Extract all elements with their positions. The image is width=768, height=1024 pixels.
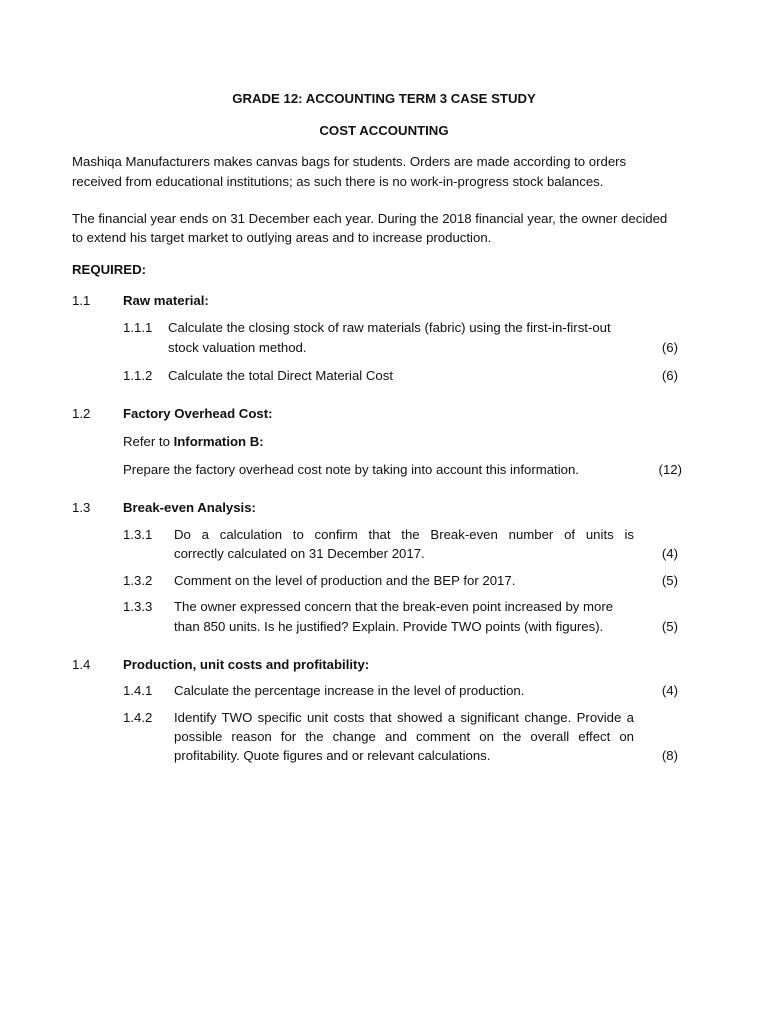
question-number-1-2: 1.2 xyxy=(72,406,91,421)
question-text-1-4-2-line-1: Identify TWO specific unit costs that showed a significant change. Provide a xyxy=(174,710,634,725)
question-text-1-3-3-line-1: The owner expressed concern that the break-even point increased by more xyxy=(174,599,614,614)
marks-1-1-2: (6) xyxy=(661,368,678,383)
question-number-1-3-2: 1.3.2 xyxy=(123,573,153,588)
marks-1-1-1: (6) xyxy=(661,340,678,355)
question-text-1-2: Prepare the factory overhead cost note by taking into account this information. xyxy=(123,462,579,477)
intro-paragraph-1-line-1: Mashiqa Manufacturers makes canvas bags for students. Orders are made according to orders xyxy=(72,154,627,169)
question-heading-1-3: Break-even Analysis: xyxy=(123,500,256,515)
question-number-1-3-1: 1.3.1 xyxy=(123,527,153,542)
question-number-1-3-3: 1.3.3 xyxy=(123,599,153,614)
marks-1-4-1: (4) xyxy=(661,683,678,698)
marks-1-2: (12) xyxy=(658,462,682,477)
document-subtitle: COST ACCOUNTING xyxy=(319,123,449,138)
question-heading-1-4: Production, unit costs and profitability: xyxy=(123,657,370,672)
question-number-1-1: 1.1 xyxy=(72,293,91,308)
document-title: GRADE 12: ACCOUNTING TERM 3 CASE STUDY xyxy=(232,91,536,106)
marks-1-4-2: (8) xyxy=(661,748,678,763)
question-number-1-4-2: 1.4.2 xyxy=(123,710,153,725)
marks-1-3-3: (5) xyxy=(661,619,678,634)
question-text-1-1-1-line-2: stock valuation method. xyxy=(168,340,307,355)
question-text-1-4-2-line-3: profitability. Quote figures and or relevant calculations. xyxy=(174,748,491,763)
question-text-1-4-1: Calculate the percentage increase in the level of production. xyxy=(174,683,525,698)
question-number-1-3: 1.3 xyxy=(72,500,91,515)
question-text-1-1-2: Calculate the total Direct Material Cost xyxy=(168,368,394,383)
marks-1-3-1: (4) xyxy=(661,546,678,561)
question-text-1-4-2-line-2: possible reason for the change and comment on the overall effect on xyxy=(174,729,634,744)
question-text-1-3-1-line-2: correctly calculated on 31 December 2017. xyxy=(174,546,425,561)
marks-1-3-2: (5) xyxy=(661,573,678,588)
question-number-1-4-1: 1.4.1 xyxy=(123,683,153,698)
refer-prefix: Refer to xyxy=(123,434,174,449)
question-number-1-1-1: 1.1.1 xyxy=(123,320,153,335)
question-heading-1-1: Raw material: xyxy=(123,293,209,308)
question-text-1-1-1-line-1: Calculate the closing stock of raw materials (fabric) using the first-in-first-out xyxy=(168,320,611,335)
refer-information-b: Information B: xyxy=(173,434,264,449)
intro-paragraph-1-line-2: received from educational institutions; as such there is no work-in-progress stock balances. xyxy=(72,174,604,189)
refer-line-1-2 xyxy=(123,432,264,452)
question-text-1-3-2: Comment on the level of production and the BEP for 2017. xyxy=(174,573,516,588)
intro-paragraph-2-line-2: to extend his target market to outlying areas and to increase production. xyxy=(72,230,492,245)
question-number-1-1-2: 1.1.2 xyxy=(123,368,153,383)
question-text-1-3-3-line-2: than 850 units. Is he justified? Explain. Provide TWO points (with figures). xyxy=(174,619,604,634)
question-heading-1-2: Factory Overhead Cost: xyxy=(123,406,273,421)
question-text-1-3-1-line-1: Do a calculation to confirm that the Break-even number of units is xyxy=(174,527,634,542)
intro-paragraph-2-line-1: The financial year ends on 31 December each year. During the 2018 financial year, the owner decided xyxy=(72,211,668,226)
required-label: REQUIRED: xyxy=(72,262,146,277)
question-number-1-4: 1.4 xyxy=(72,657,91,672)
